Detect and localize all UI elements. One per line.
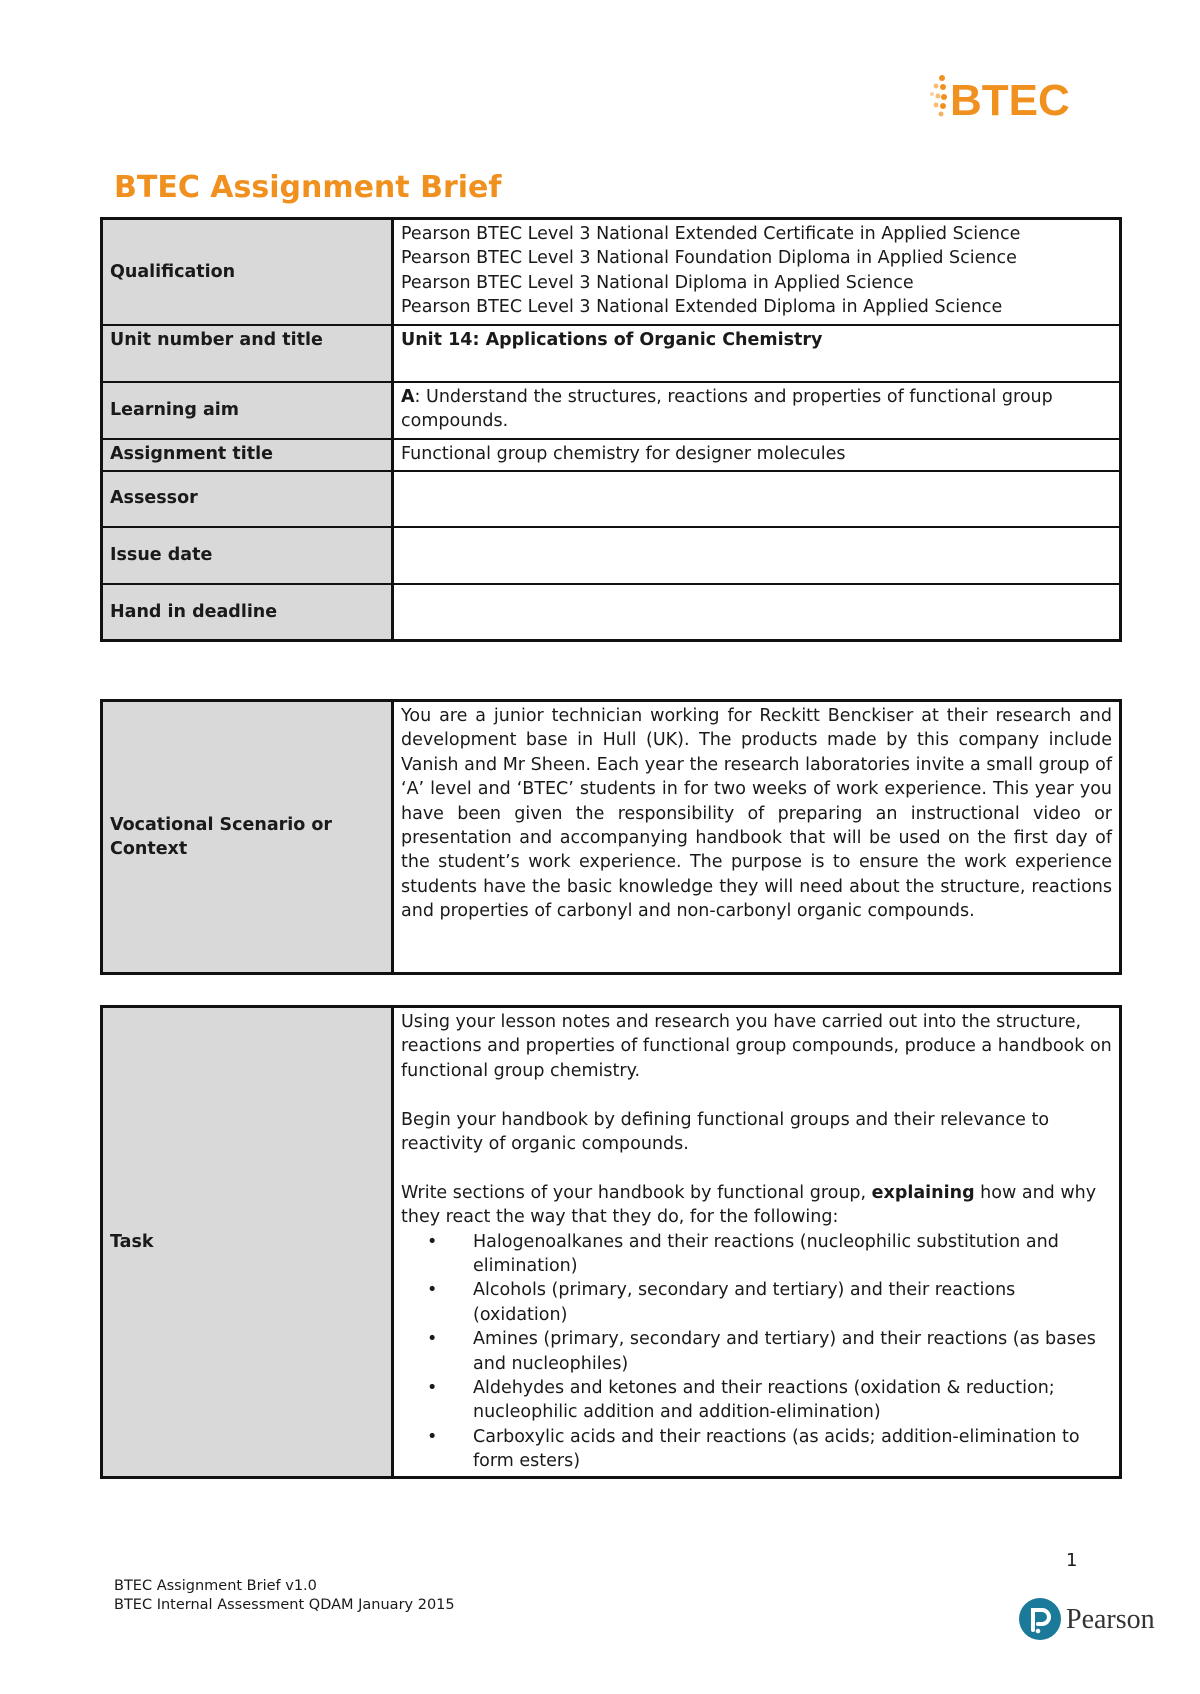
learning-aim-label: Learning aim (102, 382, 393, 439)
task-text: how and why they react the way that they do, for the following: (401, 1182, 1097, 1228)
qualification-value (393, 219, 1121, 325)
task-text: Write sections of your handbook by functional group, (401, 1182, 872, 1203)
qualification-label: Qualification (102, 219, 393, 325)
footer-line: BTEC Assignment Brief v1.0 (114, 1578, 317, 1594)
task-bullet-list (401, 1230, 1112, 1474)
table-row (102, 471, 1121, 527)
scenario-label: Vocational Scenario or Context (102, 701, 393, 974)
scenario-table (100, 699, 1122, 975)
learning-aim-code: A (401, 386, 415, 407)
unit-value: Unit 14: Applications of Organic Chemistry (393, 325, 1121, 382)
scenario-text: You are a junior technician working for Reckitt Benckiser at their research and development base in Hull (UK). The products made by this company include Vanish and Mr Sheen. Each year the research laboratories invite a small group of ‘A’ level and ‘BTEC’ students in for two weeks of work experience. This year you have been given the responsibility of preparing an instructional video or presentation and accompanying handbook that will be used on the first day of the student’s work experience. The purpose is to ensure the work experience students have the basic knowledge they will need about the structure, reactions and properties of carbonyl and non-carbonyl organic compounds. (393, 701, 1121, 974)
task-table (100, 1005, 1122, 1479)
assignment-details-table (100, 217, 1122, 642)
table-row (102, 219, 1121, 325)
svg-text:Pearson: Pearson (1066, 1604, 1155, 1635)
learning-aim-text: : Understand the structures, reactions and properties of functional group compounds. (401, 386, 1053, 431)
assessor-label: Assessor (102, 471, 393, 527)
unit-label: Unit number and title (102, 325, 393, 382)
pearson-logo (1018, 1594, 1178, 1644)
btec-logo (928, 72, 1078, 122)
deadline-value[interactable] (393, 584, 1121, 641)
task-content (393, 1007, 1121, 1478)
learning-aim-value (393, 382, 1121, 439)
footer (114, 1577, 455, 1615)
task-paragraph: Begin your handbook by defining functional groups and their relevance to reactivity of organic compounds. (401, 1109, 1050, 1155)
task-label: Task (102, 1007, 393, 1478)
list-item: • Aldehydes and ketones and their reactions (oxidation & reduction; nucleophilic addition and addition-elimination) (427, 1376, 1112, 1425)
qualification-line: Pearson BTEC Level 3 National Diploma in Applied Science (401, 272, 914, 293)
assignment-title-label: Assignment title (102, 439, 393, 471)
issue-date-label: Issue date (102, 527, 393, 584)
svg-text:BTEC: BTEC (950, 76, 1070, 122)
qualification-line: Pearson BTEC Level 3 National Foundation Diploma in Applied Science (401, 248, 1017, 269)
issue-date-value[interactable] (393, 527, 1121, 584)
list-item: • Carboxylic acids and their reactions (as acids; addition-elimination to form esters) (427, 1425, 1112, 1474)
list-item: • Alcohols (primary, secondary and tertiary) and their reactions (oxidation) (427, 1278, 1112, 1327)
assessor-value[interactable] (393, 471, 1121, 527)
list-item: • Halogenoalkanes and their reactions (nucleophilic substitution and elimination) (427, 1230, 1112, 1279)
task-paragraph (401, 1181, 1112, 1230)
footer-line: BTEC Internal Assessment QDAM January 2015 (114, 1597, 455, 1613)
table-row (102, 439, 1121, 471)
assignment-title-value: Functional group chemistry for designer molecules (393, 439, 1121, 471)
table-row (102, 701, 1121, 974)
table-row (102, 527, 1121, 584)
deadline-label: Hand in deadline (102, 584, 393, 641)
task-emphasis: explaining (871, 1182, 975, 1203)
table-row (102, 1007, 1121, 1478)
page-number: 1 (1066, 1550, 1078, 1571)
table-row (102, 584, 1121, 641)
list-item: • Amines (primary, secondary and tertiary) and their reactions (as bases and nucleophiles) (427, 1327, 1112, 1376)
task-paragraph: Using your lesson notes and research you have carried out into the structure, reactions and properties of functional group compounds, produce a handbook on functional group chemistry. (401, 1012, 1112, 1081)
table-row (102, 382, 1121, 439)
page-title: BTEC Assignment Brief (114, 170, 502, 205)
qualification-line: Pearson BTEC Level 3 National Extended Certificate in Applied Science (401, 224, 1021, 244)
qualification-line: Pearson BTEC Level 3 National Extended Diploma in Applied Science (401, 297, 1003, 318)
table-row (102, 325, 1121, 382)
